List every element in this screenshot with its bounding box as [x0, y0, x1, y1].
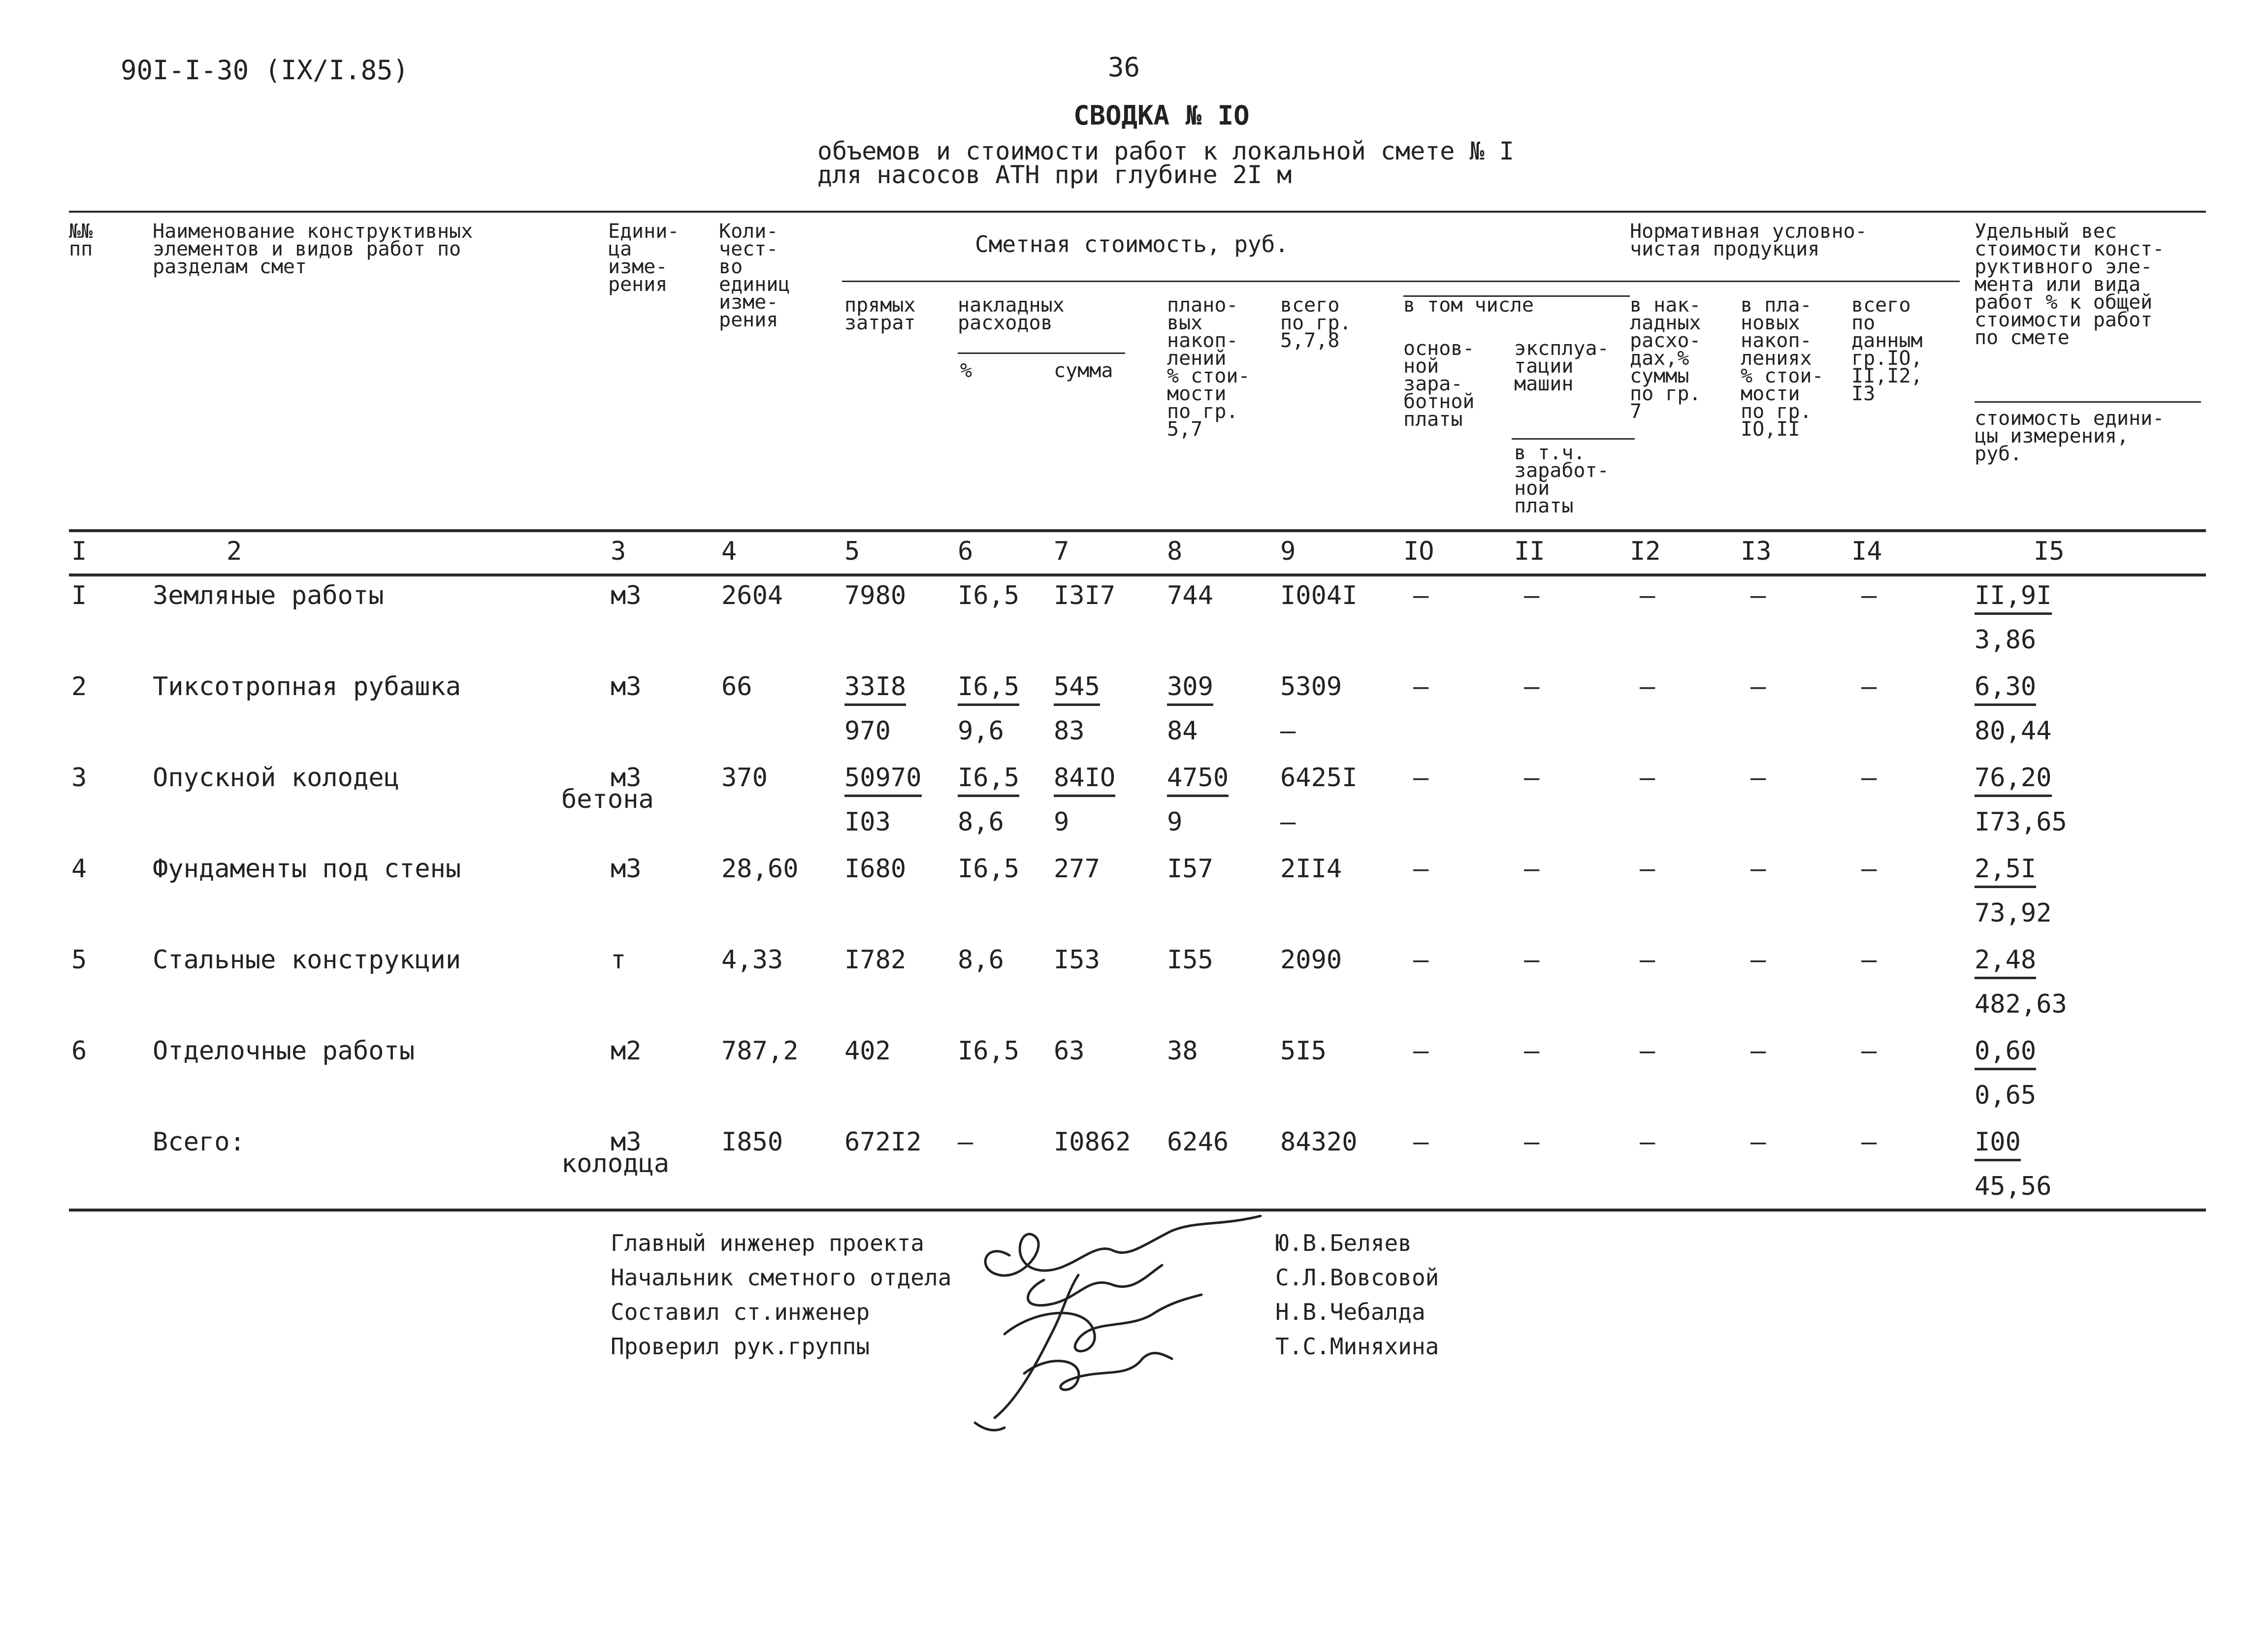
header-element-name: Наименование конструктивных элементов и видов работ по разделам смет [153, 220, 473, 278]
row-dash-col-11: – [1524, 1127, 1540, 1157]
row-share-percent: I00 [1975, 1127, 2021, 1161]
header-overhead: накладных расходов [958, 294, 1065, 334]
row-dash-col-14: – [1861, 854, 1877, 884]
header-base-wages: основ- ной зара- ботной платы [1403, 337, 1475, 431]
row-unit-cost: 0,65 [1975, 1081, 2037, 1110]
page-subtitle-line1: объемов и стоимости работ к локальной смете № I [817, 137, 1514, 165]
row-overhead-sum: I53 [1054, 945, 1100, 975]
column-number-6: 6 [958, 537, 973, 566]
row-overhead-percent: I6,5 [958, 854, 1020, 884]
row-dash-col-14: – [1861, 1127, 1877, 1157]
row-planned-savings-sub: 84 [1167, 716, 1198, 746]
column-number-10: IO [1403, 537, 1434, 566]
row-quantity: 787,2 [721, 1036, 799, 1066]
column-number-14: I4 [1851, 537, 1882, 566]
header-planned-savings: плано- вых накоп- лений % стои- мости по гр. 5,7 [1167, 294, 1250, 441]
row-planned-savings: 744 [1167, 581, 1213, 610]
header-machine-operation: эксплуа- тации машин [1514, 337, 1609, 395]
row-total: 6425I [1280, 763, 1358, 793]
header-unit: Едини- ца изме- рения [608, 220, 680, 296]
row-total: I004I [1280, 581, 1358, 610]
row-dash-col-14: – [1861, 581, 1877, 610]
column-number-1: I [71, 537, 87, 566]
handwritten-signatures [965, 1211, 1270, 1437]
row-overhead-sum-sub: 83 [1054, 716, 1085, 746]
row-direct-costs: 50970 [844, 763, 922, 797]
row-quantity: 2604 [721, 581, 783, 610]
row-share-percent: 0,60 [1975, 1036, 2036, 1070]
row-dash-col-13: – [1750, 1127, 1766, 1157]
row-planned-savings-sub: 9 [1167, 807, 1183, 837]
signature-role-4: Проверил рук.группы [611, 1333, 870, 1360]
row-quantity: 28,60 [721, 854, 799, 884]
row-number: 6 [71, 1036, 87, 1066]
column-number-7: 7 [1054, 537, 1069, 566]
header-machine-wages: в т.ч. заработ- ной платы [1514, 442, 1609, 517]
row-dash-col-13: – [1750, 854, 1766, 884]
signature-role-1: Главный инженер проекта [611, 1230, 924, 1256]
row-dash-col-12: – [1640, 763, 1655, 793]
signature-role-3: Составил ст.инженер [611, 1299, 870, 1325]
row-dash-col-11: – [1524, 581, 1540, 610]
row-number: I [71, 581, 87, 610]
row-overhead-sum: 84IO [1054, 763, 1115, 797]
row-direct-costs: 402 [844, 1036, 891, 1066]
signature-name-2: С.Л.Вовсовой [1275, 1264, 1439, 1291]
row-total-sub: – [1280, 807, 1296, 837]
c15-inner-rule [1975, 401, 2201, 403]
signature-name-4: Т.С.Миняхина [1275, 1333, 1439, 1360]
row-number: 3 [71, 763, 87, 793]
column-number-2: 2 [227, 537, 242, 566]
row-name: Отделочные работы [153, 1036, 415, 1066]
cost-group-rule [842, 281, 1630, 282]
column-number-3: 3 [611, 537, 626, 566]
row-dash-col-12: – [1640, 581, 1655, 610]
row-planned-savings: 38 [1167, 1036, 1198, 1066]
header-norm-total: всего по данным гр.IO, II,I2, I3 [1851, 294, 1923, 405]
row-dash-col-14: – [1861, 945, 1877, 975]
row-number: 4 [71, 854, 87, 884]
row-quantity: I850 [721, 1127, 783, 1157]
row-dash-col-13: – [1750, 945, 1766, 975]
row-unit-detail: бетона [561, 785, 654, 814]
row-overhead-sum: 63 [1054, 1036, 1085, 1066]
row-unit: м3 [611, 854, 642, 884]
header-share-percent: Удельный вес стоимости конст- руктивного эле- мента или вида работ % к общей стоимости работ по смете [1975, 220, 2165, 349]
row-total: 2II4 [1280, 854, 1342, 884]
row-overhead-percent: I6,5 [958, 1036, 1020, 1066]
row-planned-savings: 309 [1167, 672, 1213, 706]
header-norm-group: Нормативная условно- чистая продукция [1630, 220, 1867, 260]
row-unit: т [611, 945, 626, 975]
header-unit-cost: стоимость едини- цы измерения, руб. [1975, 407, 2165, 465]
row-direct-costs: I680 [844, 854, 907, 884]
row-direct-costs: 7980 [844, 581, 907, 610]
row-dash-col-10: – [1413, 1036, 1429, 1066]
row-quantity: 66 [721, 672, 752, 702]
row-overhead-percent: I6,5 [958, 763, 1019, 797]
header-cost-group: Сметная стоимость, руб. [975, 231, 1289, 257]
header-rule-top [69, 211, 2206, 213]
row-overhead-sum: 545 [1054, 672, 1100, 706]
row-overhead-sum-sub: 9 [1054, 807, 1069, 837]
row-direct-costs: I782 [844, 945, 907, 975]
row-dash-col-10: – [1413, 672, 1429, 702]
row-share-percent: II,9I [1975, 581, 2052, 615]
row-planned-savings: I55 [1167, 945, 1213, 975]
row-overhead-percent: 8,6 [958, 945, 1004, 975]
row-direct-costs: 672I2 [844, 1127, 922, 1157]
row-total: 84320 [1280, 1127, 1358, 1157]
signature-role-2: Начальник сметного отдела [611, 1264, 952, 1291]
row-name: Всего: [153, 1127, 245, 1157]
norm-group-rule [1630, 281, 1960, 282]
row-dash-col-11: – [1524, 945, 1540, 975]
header-including: в том числе [1403, 294, 1534, 317]
row-unit-cost: 45,56 [1975, 1172, 2052, 1201]
header-norm-overhead: в нак- ладных расхо- дах,% суммы по гр. 7 [1630, 294, 1701, 423]
row-total: 2090 [1280, 945, 1342, 975]
row-dash-col-10: – [1413, 1127, 1429, 1157]
row-unit: м3 [611, 763, 642, 793]
row-unit-cost: 80,44 [1975, 716, 2052, 746]
row-overhead-percent: I6,5 [958, 581, 1020, 610]
row-dash-col-12: – [1640, 854, 1655, 884]
page-title: СВОДКА № IO [1073, 100, 1250, 131]
column-number-12: I2 [1630, 537, 1661, 566]
column-number-9: 9 [1280, 537, 1296, 566]
row-share-percent: 6,30 [1975, 672, 2036, 706]
row-overhead-percent: I6,5 [958, 672, 1019, 706]
header-quantity: Коли- чест- во единиц изме- рения [719, 220, 790, 331]
row-total: 5309 [1280, 672, 1342, 702]
row-number: 5 [71, 945, 87, 975]
row-dash-col-11: – [1524, 854, 1540, 884]
overhead-rule [958, 352, 1125, 354]
header-rule-bottom [69, 529, 2206, 532]
row-overhead-percent: – [958, 1127, 973, 1157]
row-share-percent: 2,48 [1975, 945, 2036, 979]
row-unit-cost: 73,92 [1975, 898, 2052, 928]
row-quantity: 370 [721, 763, 768, 793]
row-dash-col-11: – [1524, 672, 1540, 702]
row-total-sub: – [1280, 716, 1296, 746]
row-name: Стальные конструкции [153, 945, 461, 975]
header-overhead-sum: сумма [1054, 359, 1113, 382]
row-unit-cost: 3,86 [1975, 625, 2037, 655]
row-dash-col-10: – [1413, 763, 1429, 793]
row-dash-col-10: – [1413, 945, 1429, 975]
row-unit: м3 [611, 581, 642, 610]
column-number-8: 8 [1167, 537, 1183, 566]
signature-name-1: Ю.В.Беляев [1275, 1230, 1412, 1256]
row-dash-col-10: – [1413, 581, 1429, 610]
row-dash-col-13: – [1750, 581, 1766, 610]
row-unit-cost: I73,65 [1975, 807, 2067, 837]
signature-name-3: Н.В.Чебалда [1275, 1299, 1426, 1325]
row-share-percent: 2,5I [1975, 854, 2036, 888]
header-total-cost: всего по гр. 5,7,8 [1280, 294, 1352, 352]
row-unit: м3 [611, 672, 642, 702]
row-direct-costs: 33I8 [844, 672, 906, 706]
column-number-13: I3 [1741, 537, 1772, 566]
column-number-15: I5 [2034, 537, 2065, 566]
row-dash-col-12: – [1640, 1127, 1655, 1157]
colnum-rule [69, 574, 2206, 576]
row-planned-savings: 4750 [1167, 763, 1229, 797]
row-overhead-sum: I0862 [1054, 1127, 1131, 1157]
row-total: 5I5 [1280, 1036, 1327, 1066]
row-dash-col-10: – [1413, 854, 1429, 884]
row-dash-col-13: – [1750, 763, 1766, 793]
row-unit: м2 [611, 1036, 642, 1066]
page-number: 36 [1108, 52, 1140, 83]
row-planned-savings: I57 [1167, 854, 1213, 884]
row-planned-savings: 6246 [1167, 1127, 1229, 1157]
column-number-11: II [1514, 537, 1545, 566]
row-unit-cost: 482,63 [1975, 990, 2067, 1019]
row-overhead-sum: 277 [1054, 854, 1100, 884]
row-name: Тиксотропная рубашка [153, 672, 461, 702]
row-dash-col-13: – [1750, 672, 1766, 702]
row-overhead-percent-sub: 8,6 [958, 807, 1004, 837]
row-dash-col-11: – [1524, 1036, 1540, 1066]
header-direct-costs: прямых затрат [844, 294, 916, 334]
row-name: Фундаменты под стены [153, 854, 461, 884]
header-norm-savings: в пла- новых накоп- лениях % стои- мости по гр. IO,II [1741, 294, 1824, 441]
document-code: 90I-I-30 (IX/I.85) [121, 55, 409, 86]
header-row-number: №№ пп [69, 220, 93, 260]
row-dash-col-14: – [1861, 672, 1877, 702]
row-dash-col-14: – [1861, 763, 1877, 793]
row-unit-detail: колодца [561, 1149, 670, 1179]
page-subtitle-line2: для насосов АТН при глубине 2I м [817, 160, 1292, 189]
row-unit: м3 [611, 1127, 642, 1157]
header-overhead-percent: % [960, 359, 972, 382]
row-number: 2 [71, 672, 87, 702]
row-quantity: 4,33 [721, 945, 783, 975]
row-dash-col-11: – [1524, 763, 1540, 793]
row-dash-col-13: – [1750, 1036, 1766, 1066]
row-overhead-percent-sub: 9,6 [958, 716, 1004, 746]
column-number-5: 5 [844, 537, 860, 566]
row-share-percent: 76,20 [1975, 763, 2052, 797]
column-number-4: 4 [721, 537, 737, 566]
row-dash-col-12: – [1640, 672, 1655, 702]
row-name: Опускной колодец [153, 763, 399, 793]
c11-inner-rule [1512, 438, 1635, 440]
row-direct-costs-sub: I03 [844, 807, 891, 837]
row-dash-col-12: – [1640, 1036, 1655, 1066]
row-dash-col-12: – [1640, 945, 1655, 975]
row-overhead-sum: I3I7 [1054, 581, 1116, 610]
row-name: Земляные работы [153, 581, 384, 610]
row-direct-costs-sub: 970 [844, 716, 891, 746]
row-dash-col-14: – [1861, 1036, 1877, 1066]
